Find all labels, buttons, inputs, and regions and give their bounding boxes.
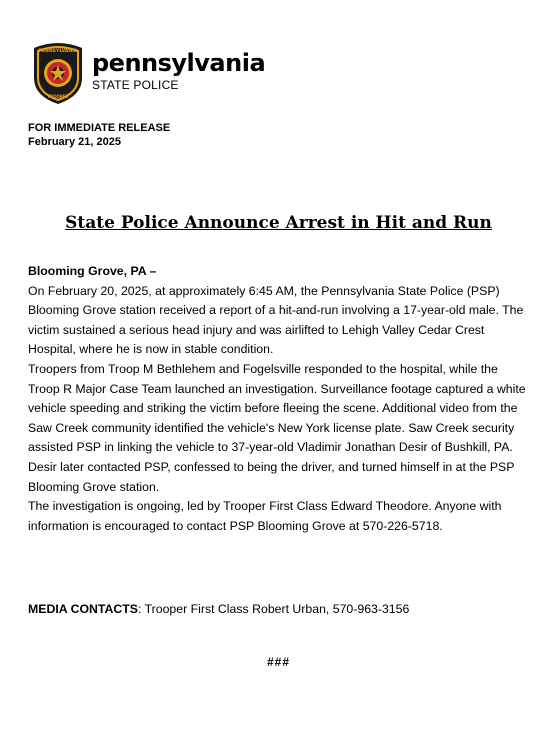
dateline: Blooming Grove, PA – [28, 264, 157, 278]
media-contacts-value: : Trooper First Class Robert Urban, 570-963-3156 [137, 602, 410, 616]
paragraph-2: Troopers from Troop M Bethlehem and Fogelsville responded to the hospital, while the Troop R Major Case Team launched an investigation. Surveillance footage captured a white vehicle speeding and striking the victim before fleeing the scene. Additional video from the Saw Creek community identified the vehicle's New York license plate. Saw Creek security assisted PSP in linking the vehicle to 37-year-old Vladimir Jonathan Desir of Bushkill, PA. [28, 361, 526, 455]
media-contacts [28, 600, 409, 618]
header-logo [30, 40, 290, 106]
psp-badge-icon [30, 40, 86, 106]
release-notice: FOR IMMEDIATE RELEASE [28, 122, 171, 134]
release-block [28, 121, 170, 149]
brand-subtitle: STATE POLICE [92, 78, 179, 92]
paragraph-3: Desir later contacted PSP, confessed to being the driver, and turned himself in at the PSP Blooming Grove station. [28, 459, 515, 494]
badge-ring-bottom: TROOPER [47, 94, 69, 99]
psp-wordmark [92, 50, 265, 92]
media-contacts-label: MEDIA CONTACTS [28, 602, 138, 616]
press-release-body [28, 262, 528, 536]
end-mark: ### [266, 655, 291, 669]
paragraph-4: The investigation is ongoing, led by Trooper First Class Edward Theodore. Anyone with information is encouraged to contact PSP Blooming Grove at 570-226-5718. [28, 499, 502, 533]
page-title: State Police Announce Arrest in Hit and Run [65, 213, 492, 233]
brand-name: pennsylvania [92, 49, 266, 77]
paragraph-1: On February 20, 2025, at approximately 6:45 AM, the Pennsylvania State Police (PSP) Blooming Grove station received a report of a hit-and-run involving a 17-year-old male. The victim sustained a serious head injury and was airlifted to Lehigh Valley Cedar Crest Hospital, where he is now in stable condition. [28, 283, 524, 357]
badge-ring-top: PENNSYLVANIA [38, 49, 78, 54]
release-date: February 21, 2025 [28, 136, 121, 148]
